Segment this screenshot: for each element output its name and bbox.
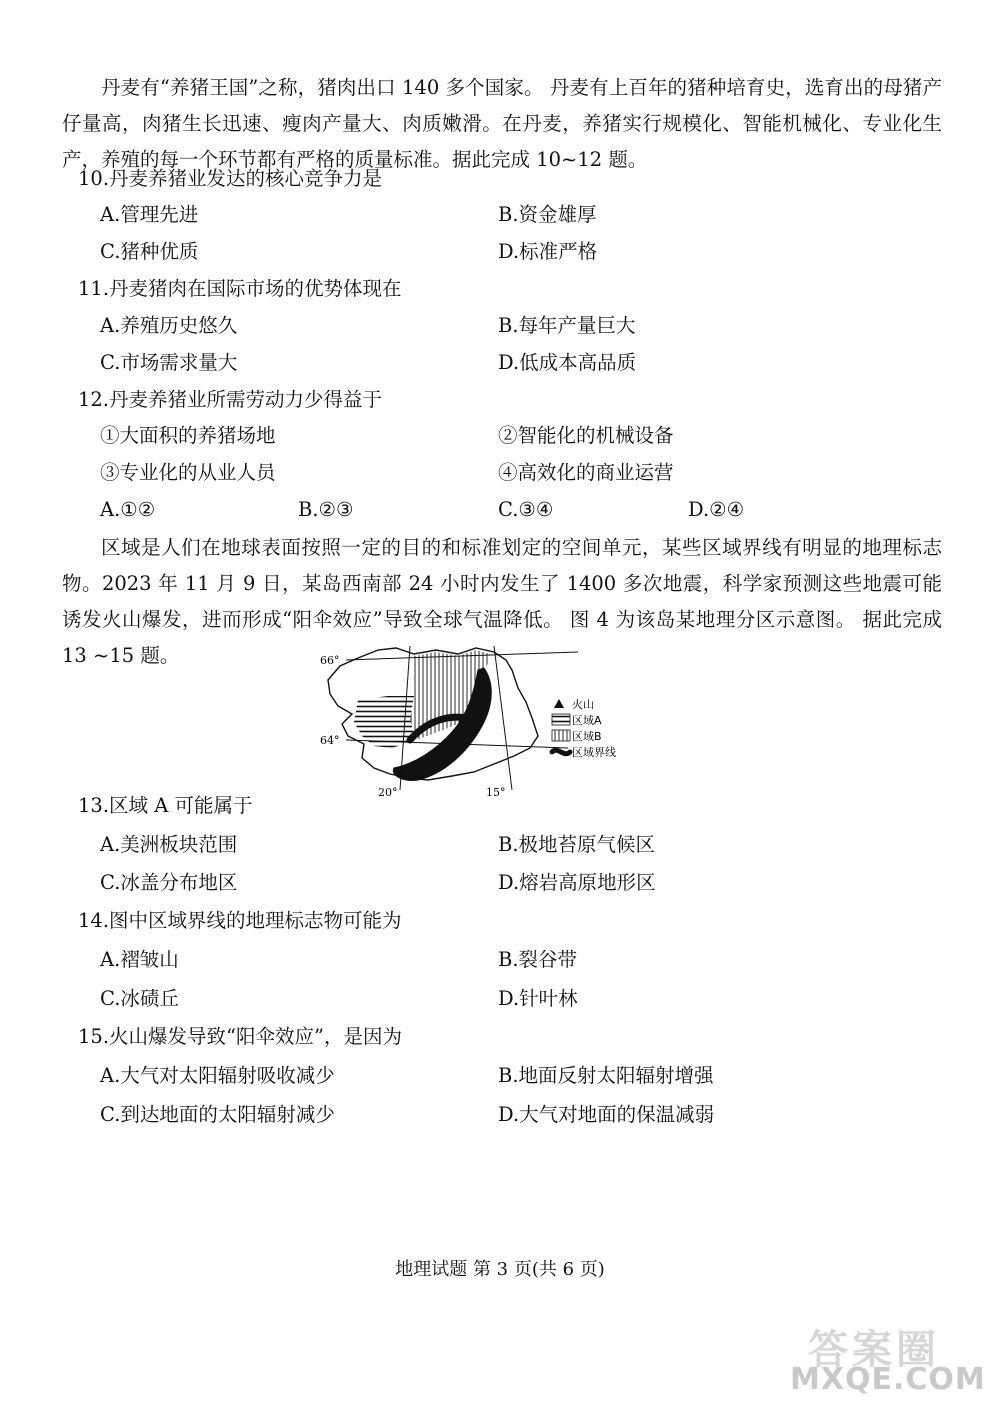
question-14-stem: 14.图中区域界线的地理标志物可能为 bbox=[78, 909, 402, 932]
question-10-stem: 10.丹麦养猪业发达的核心竞争力是 bbox=[78, 167, 383, 190]
watermark-logo-glyphs: 答案圈 bbox=[808, 1326, 940, 1373]
question-11-option-c: C.市场需求量大 bbox=[100, 351, 238, 374]
label-lat-64: 64° bbox=[320, 734, 340, 747]
question-14-option-a: A.褶皱山 bbox=[100, 948, 179, 971]
question-15-stem: 15.火山爆发导致“阳伞效应”，是因为 bbox=[78, 1025, 402, 1048]
question-14-option-b: B.裂谷带 bbox=[498, 948, 578, 971]
question-15-option-c: C.到达地面的太阳辐射减少 bbox=[100, 1103, 335, 1126]
question-12-option-c: C.③④ bbox=[498, 498, 554, 521]
question-15-option-a: A.大气对太阳辐射吸收减少 bbox=[100, 1064, 335, 1087]
question-10-option-d: D.标准严格 bbox=[498, 240, 598, 263]
island-region-map bbox=[318, 640, 648, 800]
question-12-option-b: B.②③ bbox=[298, 498, 354, 521]
volcano-icon bbox=[554, 699, 564, 708]
question-13-option-b: B.极地苔原气候区 bbox=[498, 833, 656, 856]
question-13-stem: 13.区域 A 可能属于 bbox=[78, 794, 253, 817]
question-14-option-c: C.冰碛丘 bbox=[100, 987, 179, 1010]
intro-paragraph-denmark: 丹麦有“养猪王国”之称，猪肉出口 140 多个国家。 丹麦有上百年的猪种培育史，选育出的母猪产仔量高，肉猪生长迅速、瘦肉产量大、肉质嫩滑。在丹麦，养猪实行规模化、智能机械化、专业化生产，养殖的每一个环节都有严格的质量标准。据此完成 10~12 题。 bbox=[62, 76, 942, 171]
question-12-statement-3: ③专业化的从业人员 bbox=[100, 461, 276, 484]
question-13-option-d: D.熔岩高原地形区 bbox=[498, 871, 656, 894]
question-12-statement-2: ②智能化的机械设备 bbox=[498, 424, 674, 447]
legend-region-a-swatch bbox=[552, 714, 570, 725]
question-13-option-c: C.冰盖分布地区 bbox=[100, 871, 238, 894]
intro-paragraph-island: 区域是人们在地球表面按照一定的目的和标准划定的空间单元，某些区域界线有明显的地理标志物。2023 年 11 月 9 日，某岛西南部 24 小时内发生了 1400 多次地震，科学家预测这些地震可能诱发火山爆发，进而形成“阳伞效应”导致全球气温降低。 图 4 为该岛某地理分区示意图。 据此完成 13 ~15 题。 bbox=[62, 536, 942, 667]
legend-region-b-label: 区域B bbox=[572, 730, 602, 743]
question-11-option-d: D.低成本高品质 bbox=[498, 351, 637, 374]
question-12-stem: 12.丹麦养猪业所需劳动力少得益于 bbox=[78, 388, 383, 411]
question-12-statement-1: ①大面积的养猪场地 bbox=[100, 424, 276, 447]
question-14-option-d: D.针叶林 bbox=[498, 987, 578, 1010]
question-15-option-d: D.大气对地面的保温减弱 bbox=[498, 1103, 715, 1126]
question-12-option-a: A.①② bbox=[100, 498, 156, 521]
question-11-option-a: A.养殖历史悠久 bbox=[100, 314, 238, 337]
question-10-option-a: A.管理先进 bbox=[100, 203, 199, 226]
question-13-option-a: A.美洲板块范围 bbox=[100, 833, 238, 856]
page-footer: 地理试题 第 3 页(共 6 页) bbox=[395, 1259, 605, 1280]
question-12-option-d: D.②④ bbox=[688, 498, 745, 521]
question-12-statement-4: ④高效化的商业运营 bbox=[498, 461, 674, 484]
label-lon-20: 20° bbox=[378, 786, 398, 799]
site-watermark bbox=[790, 1318, 990, 1408]
legend-region-a-label: 区域A bbox=[572, 714, 602, 727]
label-lon-15: 15° bbox=[486, 786, 506, 799]
map-legend bbox=[552, 697, 616, 759]
watermark-url: MXQE.COM bbox=[790, 1362, 986, 1397]
legend-border-swatch bbox=[552, 750, 570, 753]
question-10-option-b: B.资金雄厚 bbox=[498, 203, 597, 226]
legend-region-b-swatch bbox=[552, 730, 570, 741]
question-15-option-b: B.地面反射太阳辐射增强 bbox=[498, 1064, 714, 1087]
question-11-option-b: B.每年产量巨大 bbox=[498, 314, 636, 337]
question-11-stem: 11.丹麦猪肉在国际市场的优势体现在 bbox=[78, 277, 402, 300]
legend-volcano-label: 火山 bbox=[572, 698, 594, 711]
legend-border-label: 区域界线 bbox=[572, 746, 616, 759]
question-10-option-c: C.猪种优质 bbox=[100, 240, 199, 263]
label-lat-66: 66° bbox=[320, 654, 340, 667]
